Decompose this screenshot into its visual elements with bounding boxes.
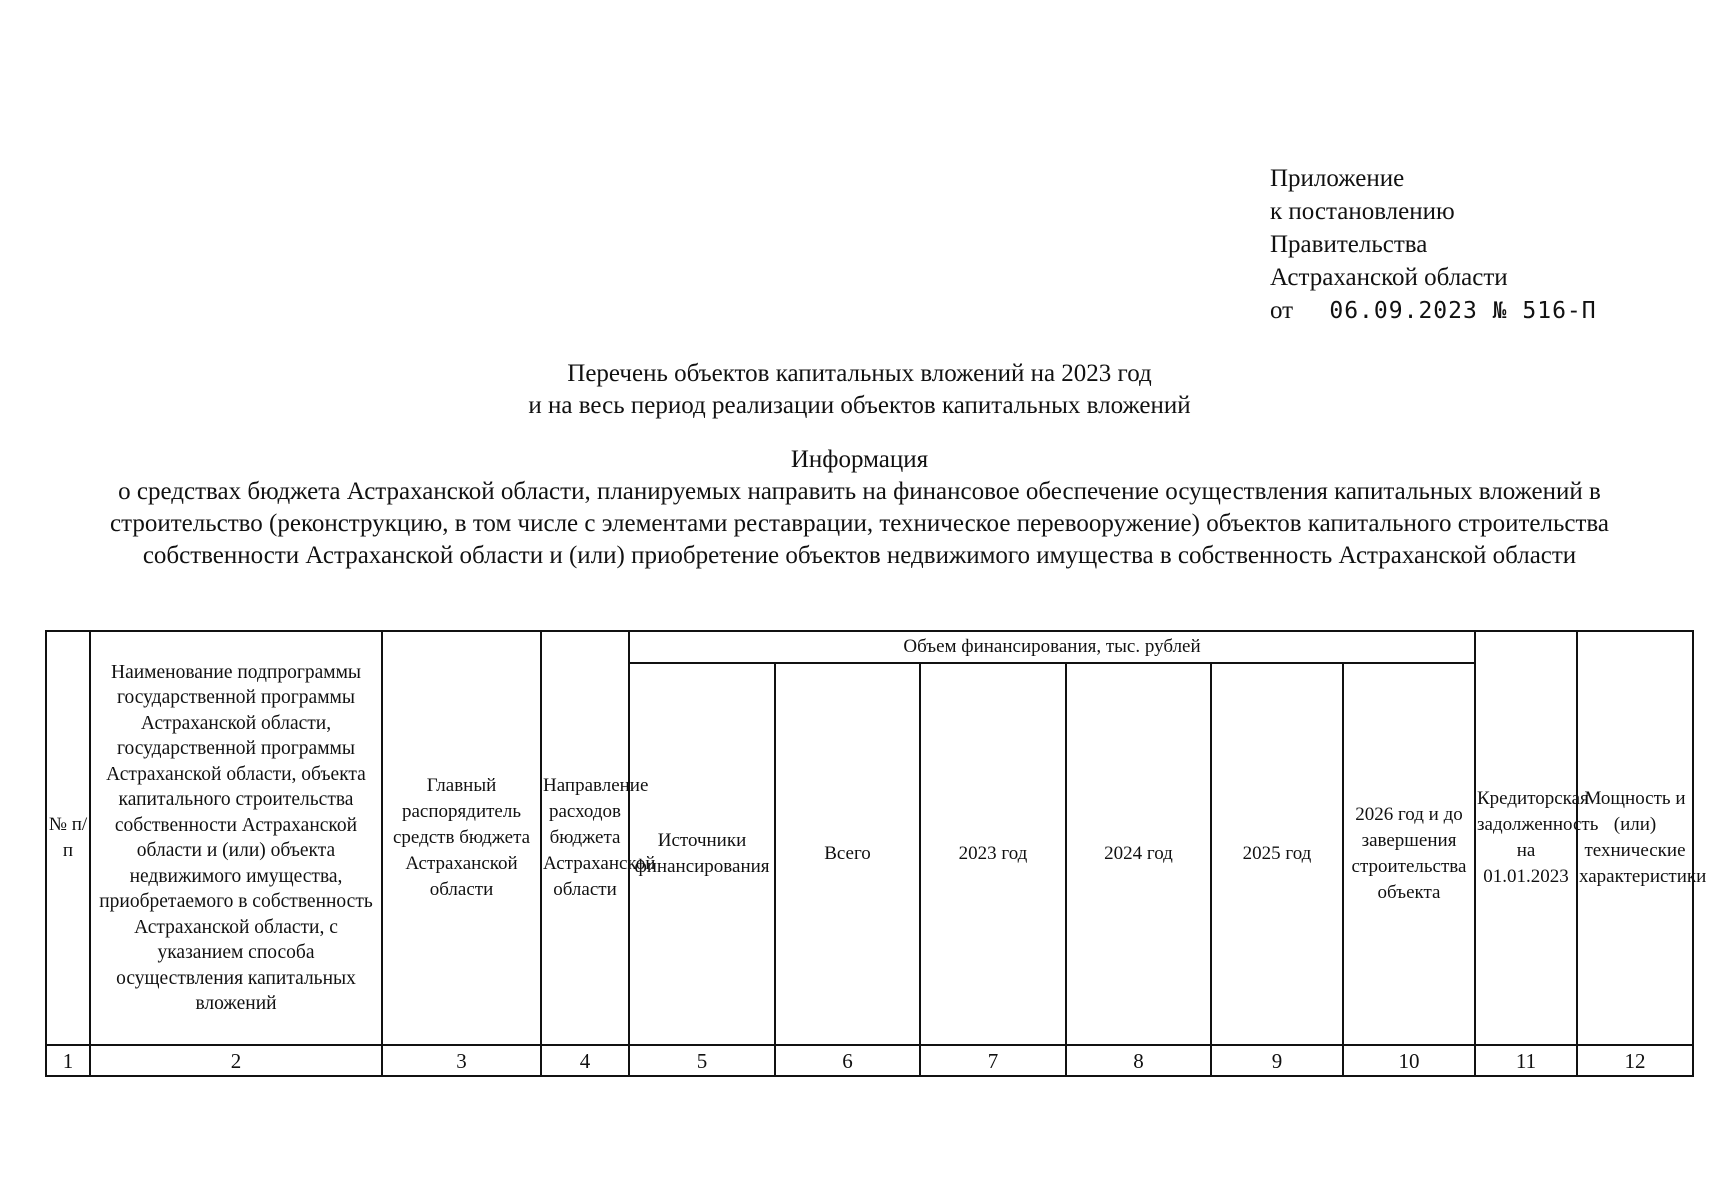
appendix-date-prefix: от: [1270, 297, 1294, 324]
column-number: 2: [90, 1045, 382, 1076]
column-number: 1: [46, 1045, 90, 1076]
info-heading: Информация: [790, 446, 929, 473]
column-number: 11: [1475, 1045, 1577, 1076]
capital-investments-table: [45, 630, 1707, 1077]
column-number: 12: [1577, 1045, 1693, 1076]
column-number: 5: [629, 1045, 775, 1076]
appendix-line-1: Приложение: [1270, 165, 1405, 192]
column-number: 9: [1211, 1045, 1343, 1076]
header-row-1: [46, 631, 1693, 663]
appendix-date-number: 06.09.2023 № 516-П: [1329, 298, 1597, 324]
info-block: [0, 444, 1719, 572]
perechen-line-1: Перечень объектов капитальных вложений на 2023 год: [567, 360, 1152, 387]
column-number: 6: [775, 1045, 920, 1076]
header-col-12: Мощность и (или) технические характеристики: [1577, 631, 1693, 1045]
header-col-6: Всего: [775, 663, 920, 1045]
appendix-date-line: [1270, 294, 1597, 328]
header-col-4: Направление расходов бюджета Астраханской области: [541, 631, 629, 1045]
header-col-1: № п/п: [46, 631, 90, 1045]
perechen-line-2: и на весь период реализации объектов капитальных вложений: [528, 392, 1191, 419]
header-col-9: 2025 год: [1211, 663, 1343, 1045]
header-financing-group: Объем финансирования, тыс. рублей: [629, 631, 1475, 663]
header-col-3: Главный распорядитель средств бюджета Астраханской области: [382, 631, 541, 1045]
header-col-11: Кредиторская задолженность на 01.01.2023: [1475, 631, 1577, 1045]
header-col-10: 2026 год и до завершения строительства объекта: [1343, 663, 1475, 1045]
header-col-7: 2023 год: [920, 663, 1066, 1045]
column-number: 3: [382, 1045, 541, 1076]
column-number: 4: [541, 1045, 629, 1076]
appendix-line-3: Правительства: [1270, 231, 1428, 258]
info-body: о средствах бюджета Астраханской области, планируемых направить на финансовое обеспечение осуществления капитальных вложений в строительство (реконструкцию, в том числе с элементами реставрации, техническое перевооружение) объектов капитального строительства собственности Астраханской области и (или) приобретение объектов недвижимого имущества в собственность Астраханской области: [110, 478, 1609, 569]
column-number: 7: [920, 1045, 1066, 1076]
column-number: 10: [1343, 1045, 1475, 1076]
appendix-block: [1270, 162, 1597, 328]
column-number: 8: [1066, 1045, 1211, 1076]
perechen-title: [0, 358, 1719, 422]
column-numbers-row: [46, 1045, 1693, 1076]
header-col-5: Источники финансирования: [629, 663, 775, 1045]
appendix-line-2: к постановлению: [1270, 198, 1455, 225]
header-col-2: Наименование подпрограммы государственной программы Астраханской области, государственной программы Астраханской области, объекта капитального строительства собственности Астраханской области и (или) объекта недвижимого имущества, приобретаемого в собственность Астраханской области, с указанием способа осуществления капитальных вложений: [90, 631, 382, 1045]
appendix-line-4: Астраханской области: [1270, 264, 1508, 291]
header-col-8: 2024 год: [1066, 663, 1211, 1045]
